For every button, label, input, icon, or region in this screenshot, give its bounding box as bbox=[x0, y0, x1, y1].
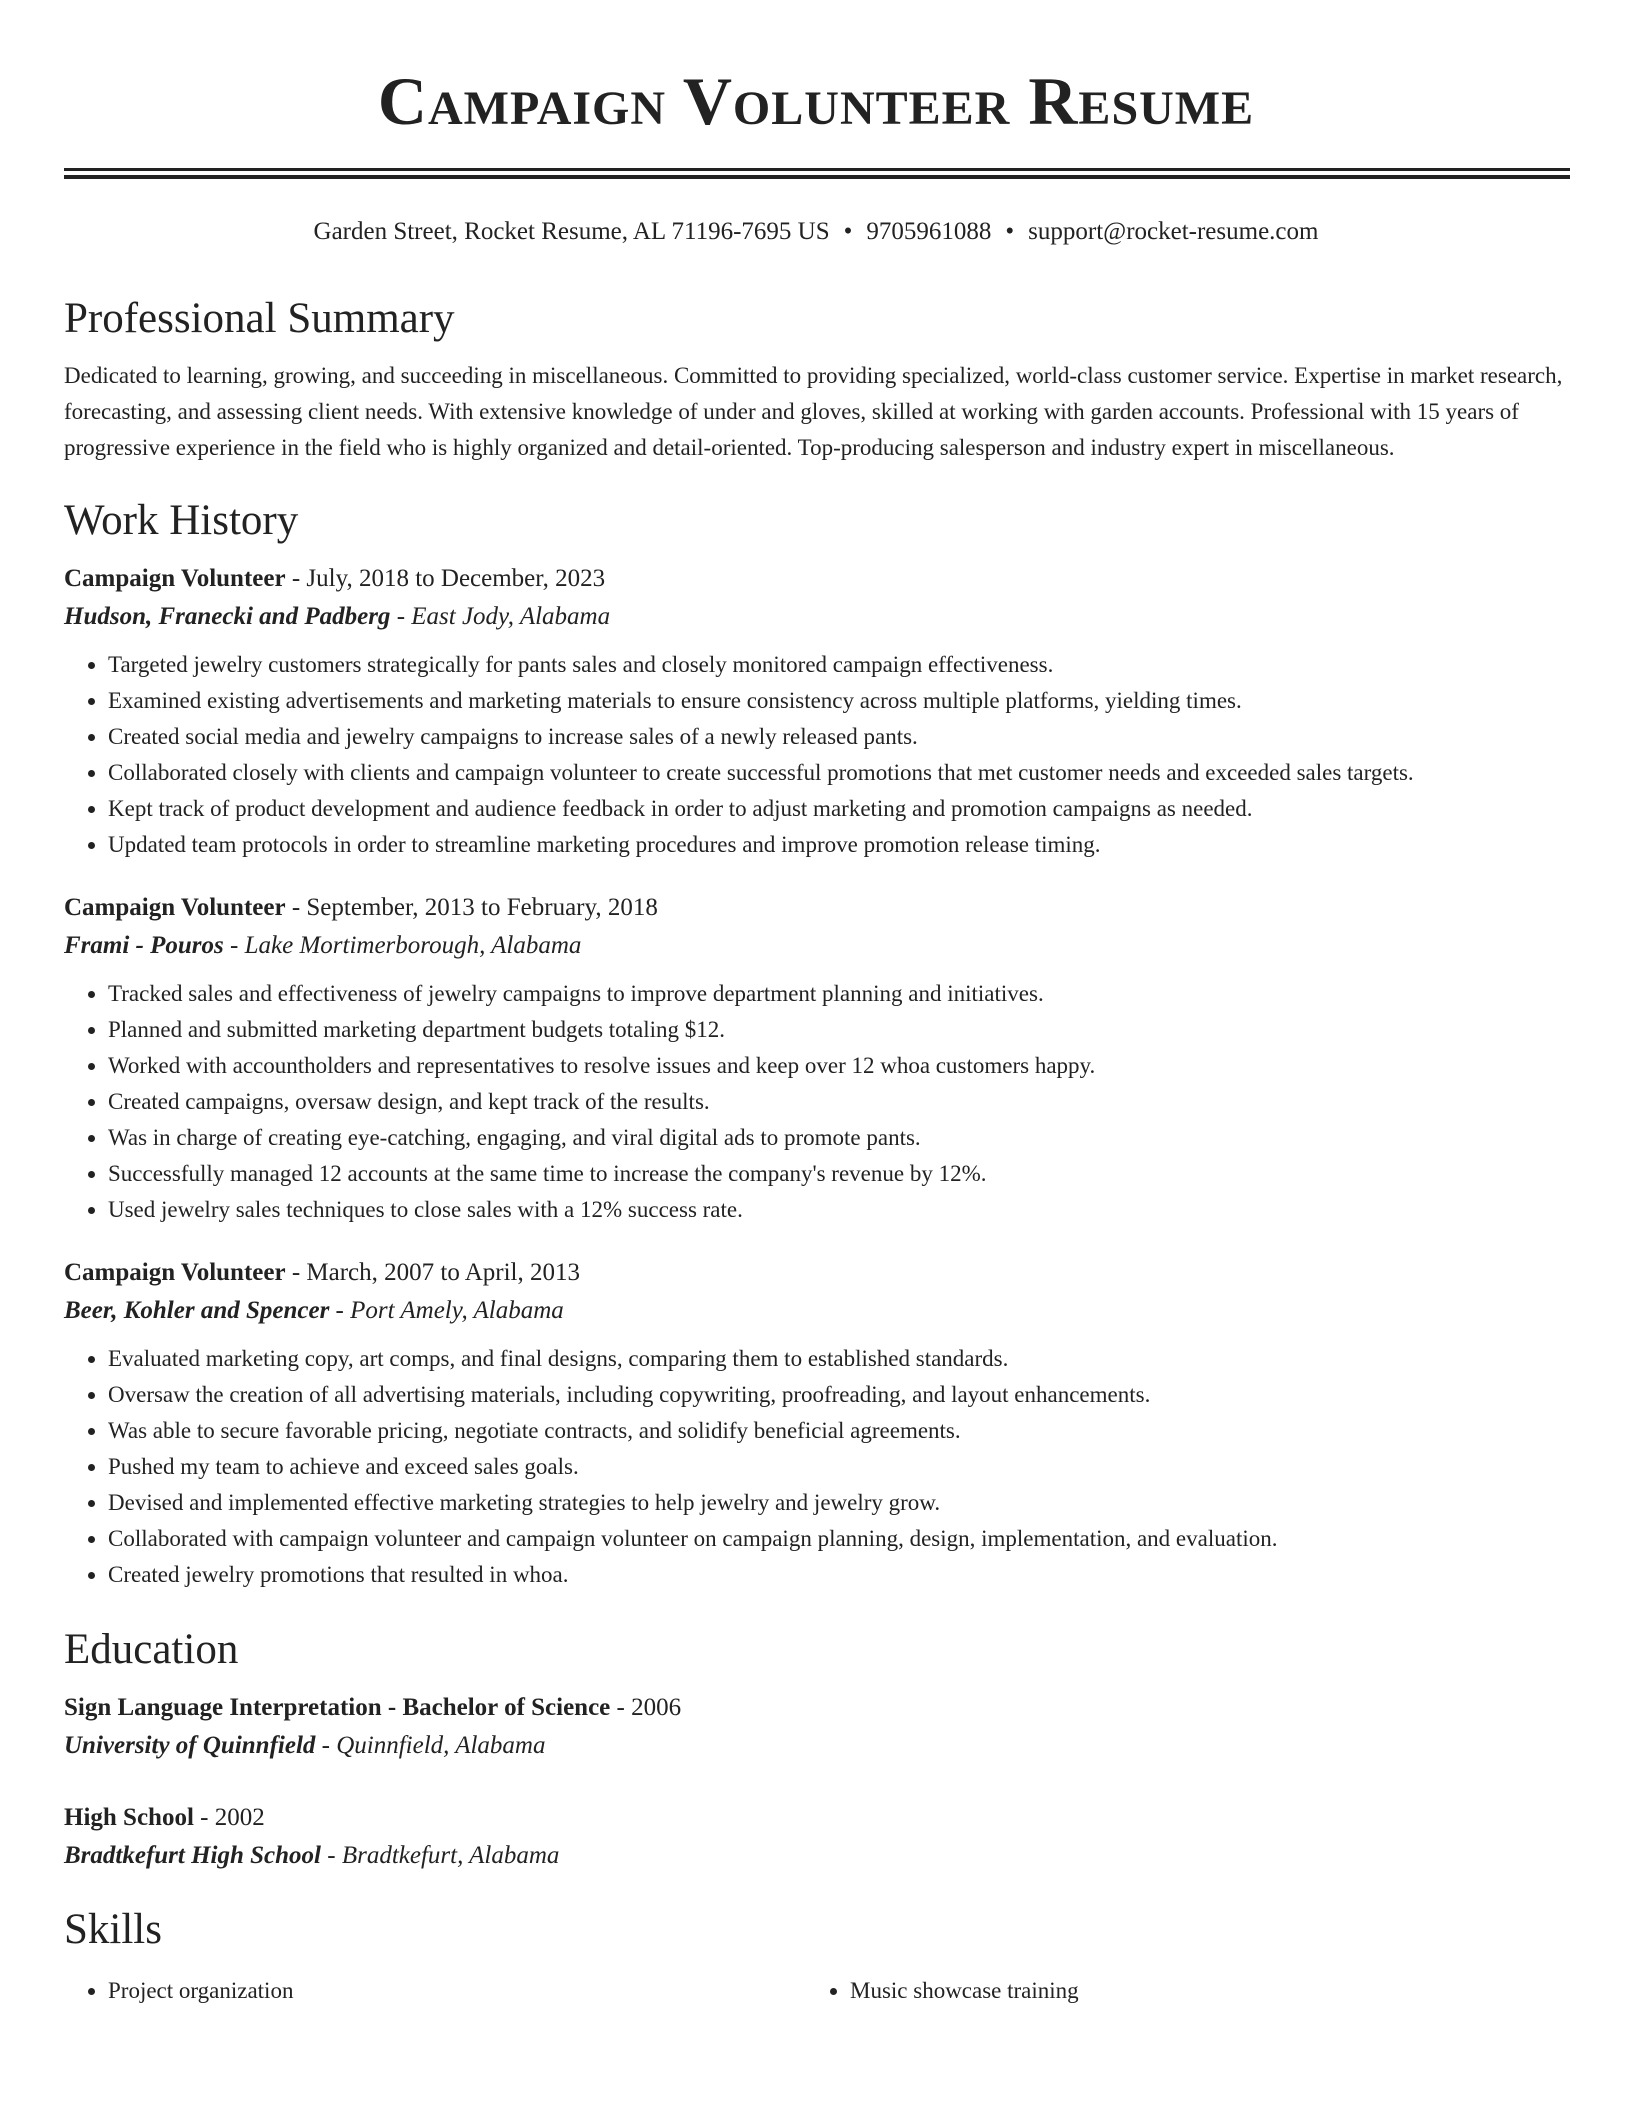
job-dates: September, 2013 to February, 2018 bbox=[306, 894, 658, 921]
work-history-heading: Work History bbox=[64, 497, 299, 544]
list-item: • Updated team protocols in order to streamline marketing procedures and improve promotion release timing. bbox=[108, 827, 1570, 863]
dash: - bbox=[396, 603, 406, 630]
education-entry bbox=[64, 1689, 1570, 1765]
job-title: Campaign Volunteer bbox=[64, 894, 286, 921]
employer-name: Beer, Kohler and Spencer bbox=[64, 1297, 330, 1324]
list-item: • Created jewelry promotions that resulted in whoa. bbox=[108, 1557, 1570, 1593]
school-location: Quinnfield, Alabama bbox=[336, 1732, 546, 1759]
resume-title: Campaign Volunteer Resume bbox=[377, 63, 1255, 139]
job-bullets bbox=[64, 1341, 1570, 1593]
skills-heading: Skills bbox=[64, 1906, 162, 1953]
title-rule-thick bbox=[64, 175, 1570, 179]
education-heading: Education bbox=[64, 1626, 239, 1673]
dash: - bbox=[291, 1259, 301, 1286]
list-item: • Targeted jewelry customers strategically for pants sales and closely monitored campaign effectiveness. bbox=[108, 647, 1570, 683]
resume-body bbox=[64, 288, 1570, 2009]
list-item: • Worked with accountholders and representatives to resolve issues and keep over 12 whoa customers happy. bbox=[108, 1048, 1570, 1084]
contact-email: support@rocket-resume.com bbox=[1028, 218, 1319, 245]
work-history-section bbox=[64, 490, 1570, 1593]
school-name: Bradtkefurt High School bbox=[64, 1842, 321, 1869]
job-title-line bbox=[64, 560, 1570, 598]
dash: - bbox=[335, 1297, 344, 1324]
list-item: • Oversaw the creation of all advertising materials, including copywriting, proofreading, and layout enhancements. bbox=[108, 1377, 1570, 1413]
summary-text: Dedicated to learning, growing, and succeeding in miscellaneous. Committed to providing specialized, world-class customer service. Expertise in market research, forecasting, and assessing client needs. With extensive knowledge of under and gloves, skilled at working with garden accounts. Professional with 15 years of progressive experience in the field who is highly organized and detail-oriented. Top-producing salesperson and industry expert in miscellaneous. bbox=[64, 363, 1563, 460]
title-rule-thin bbox=[64, 168, 1570, 171]
list-item: • Planned and submitted marketing department budgets totaling $12. bbox=[108, 1012, 1570, 1048]
job-dates: March, 2007 to April, 2013 bbox=[306, 1259, 580, 1286]
list-item: • Examined existing advertisements and marketing materials to ensure consistency across multiple platforms, yielding times. bbox=[108, 683, 1570, 719]
degree-line bbox=[64, 1799, 1570, 1837]
school-name: University of Quinnfield bbox=[64, 1732, 316, 1759]
dash: - bbox=[321, 1732, 330, 1759]
contact-phone: 9705961088 bbox=[866, 218, 992, 245]
list-item: • Collaborated closely with clients and campaign volunteer to create successful promotions that met customer needs and exceeded sales targets. bbox=[108, 755, 1570, 791]
job-title: Campaign Volunteer bbox=[64, 565, 286, 592]
graduation-year: 2006 bbox=[631, 1694, 682, 1721]
list-item: • Music showcase training bbox=[850, 1973, 1548, 2009]
dash: - bbox=[616, 1694, 625, 1721]
job-entry bbox=[64, 889, 1570, 1228]
employer-location: Port Amely, Alabama bbox=[350, 1297, 564, 1324]
dash: - bbox=[291, 565, 301, 592]
dash: - bbox=[200, 1804, 209, 1831]
skills-section bbox=[64, 1899, 1570, 2009]
job-bullets bbox=[64, 647, 1570, 863]
summary-section bbox=[64, 288, 1570, 466]
school-line bbox=[64, 1727, 1570, 1765]
degree: High School bbox=[64, 1804, 194, 1831]
employer-location: East Jody, Alabama bbox=[411, 603, 611, 630]
list-item: • Was able to secure favorable pricing, negotiate contracts, and solidify beneficial agreements. bbox=[108, 1413, 1570, 1449]
dash: - bbox=[327, 1842, 336, 1869]
contact-separator: • bbox=[1005, 218, 1015, 245]
employer-line bbox=[64, 1292, 1570, 1330]
list-item: • Devised and implemented effective marketing strategies to help jewelry and jewelry grow. bbox=[108, 1485, 1570, 1521]
list-item: • Used jewelry sales techniques to close sales with a 12% success rate. bbox=[108, 1192, 1570, 1228]
school-line bbox=[64, 1837, 1570, 1875]
school-location: Bradtkefurt, Alabama bbox=[341, 1842, 560, 1869]
employer-location: Lake Mortimerborough, Alabama bbox=[244, 932, 582, 959]
list-item: • Tracked sales and effectiveness of jewelry campaigns to improve department planning and initiatives. bbox=[108, 976, 1570, 1012]
contact-address: Garden Street, Rocket Resume, AL 71196-7695 US bbox=[313, 218, 830, 245]
list-item: • Evaluated marketing copy, art comps, and final designs, comparing them to established standards. bbox=[108, 1341, 1570, 1377]
degree-line bbox=[64, 1689, 1570, 1727]
list-item: • Was in charge of creating eye-catching, engaging, and viral digital ads to promote pants. bbox=[108, 1120, 1570, 1156]
skills-columns bbox=[64, 1969, 1570, 2009]
contact-separator: • bbox=[843, 218, 853, 245]
job-entry bbox=[64, 1254, 1570, 1593]
employer-line bbox=[64, 927, 1570, 965]
summary-heading: Professional Summary bbox=[64, 295, 455, 342]
job-title-line bbox=[64, 889, 1570, 927]
education-section bbox=[64, 1619, 1570, 1875]
education-entry bbox=[64, 1799, 1570, 1875]
employer-line bbox=[64, 598, 1570, 636]
list-item: • Pushed my team to achieve and exceed sales goals. bbox=[108, 1449, 1570, 1485]
dash: - bbox=[230, 932, 239, 959]
employer-name: Frami - Pouros bbox=[64, 932, 224, 959]
list-item: • Kept track of product development and audience feedback in order to adjust marketing and promotion campaigns as needed. bbox=[108, 791, 1570, 827]
job-entry bbox=[64, 560, 1570, 863]
job-title: Campaign Volunteer bbox=[64, 1259, 286, 1286]
list-item: • Collaborated with campaign volunteer and campaign volunteer on campaign planning, design, implementation, and evaluation. bbox=[108, 1521, 1570, 1557]
dash: - bbox=[291, 894, 301, 921]
skills-column-left bbox=[64, 1969, 806, 2009]
list-item: • Created social media and jewelry campaigns to increase sales of a newly released pants. bbox=[108, 719, 1570, 755]
job-bullets bbox=[64, 976, 1570, 1228]
job-dates: July, 2018 to December, 2023 bbox=[306, 565, 606, 592]
job-title-line bbox=[64, 1254, 1570, 1292]
contact-line bbox=[0, 214, 1632, 250]
degree: Sign Language Interpretation - Bachelor of Science bbox=[64, 1694, 611, 1721]
list-item: • Project organization bbox=[108, 1973, 806, 2009]
employer-name: Hudson, Franecki and Padberg bbox=[64, 603, 391, 630]
list-item: • Successfully managed 12 accounts at the same time to increase the company's revenue by 12%. bbox=[108, 1156, 1570, 1192]
skills-column-right bbox=[806, 1969, 1548, 2009]
list-item: • Created campaigns, oversaw design, and kept track of the results. bbox=[108, 1084, 1570, 1120]
graduation-year: 2002 bbox=[214, 1804, 265, 1831]
